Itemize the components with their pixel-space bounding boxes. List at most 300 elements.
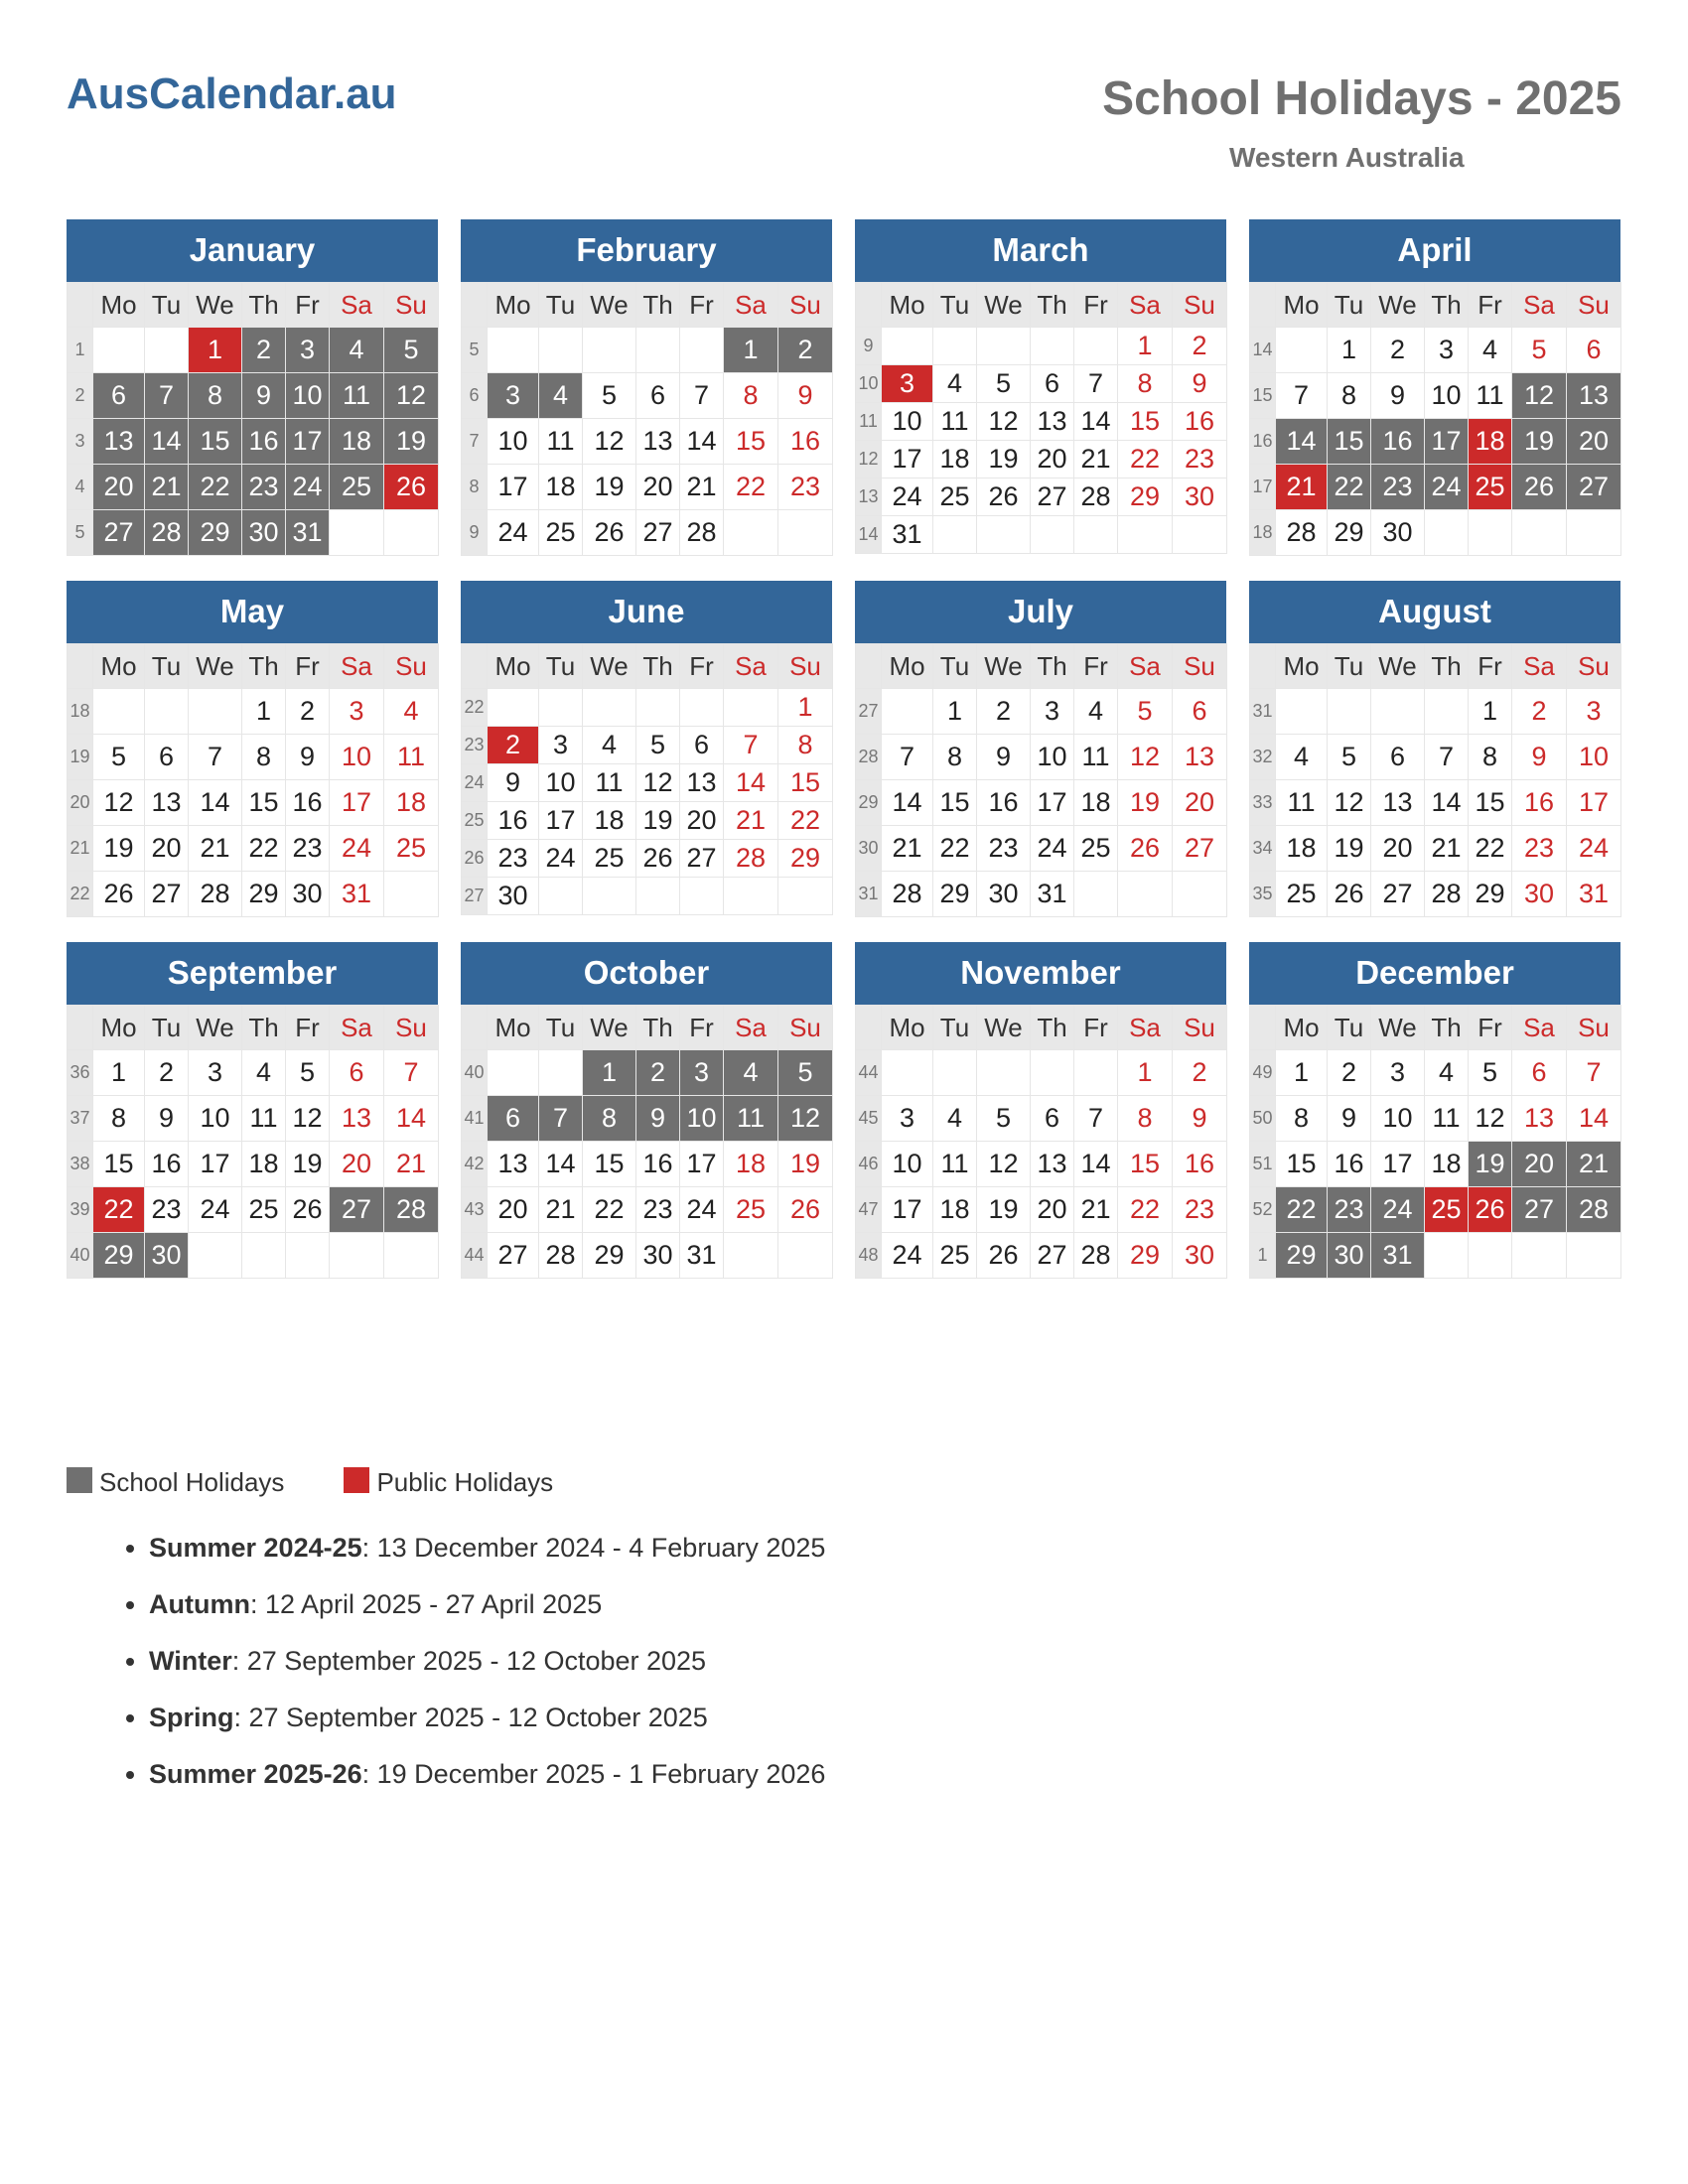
weekday-header: Th: [1031, 644, 1074, 689]
day-cell: 12: [1469, 1096, 1512, 1142]
month-calendar-january: [67, 219, 438, 556]
weekday-header: Th: [1031, 283, 1074, 328]
weekday-header: We: [189, 644, 242, 689]
empty-day-cell: [286, 1233, 330, 1279]
empty-day-cell: [1074, 328, 1118, 365]
day-cell: 30: [977, 872, 1031, 917]
weekday-header: Tu: [145, 1006, 189, 1050]
day-cell: 28: [882, 872, 933, 917]
holiday-period-name: Winter: [149, 1646, 232, 1676]
day-cell: 27: [145, 872, 189, 917]
day-cell: 17: [286, 419, 330, 465]
empty-day-cell: [539, 689, 583, 727]
day-cell: 6: [330, 1050, 384, 1096]
weekday-header: We: [583, 644, 636, 689]
week-number: 1: [1250, 1233, 1276, 1279]
day-cell: 9: [145, 1096, 189, 1142]
empty-day-cell: [1074, 1050, 1118, 1096]
weekday-header: Su: [778, 644, 833, 689]
week-row: [68, 780, 439, 826]
weekday-header: Mo: [1276, 283, 1328, 328]
day-cell: 13: [145, 780, 189, 826]
day-cell: 14: [189, 780, 242, 826]
day-cell: 27: [330, 1187, 384, 1233]
empty-day-cell: [778, 1233, 833, 1279]
empty-day-cell: [882, 1050, 933, 1096]
day-cell: 2: [977, 689, 1031, 735]
day-cell: 21: [539, 1187, 583, 1233]
weekday-header: Fr: [1469, 644, 1512, 689]
day-cell: 27: [1371, 872, 1425, 917]
day-cell: 9: [1512, 735, 1567, 780]
weekday-header: Fr: [1074, 1006, 1118, 1050]
empty-day-cell: [882, 328, 933, 365]
empty-day-cell: [583, 328, 636, 373]
month-calendar-april: [1249, 219, 1620, 556]
day-cell: 20: [1567, 419, 1621, 465]
day-cell: 7: [384, 1050, 439, 1096]
week-number: 2: [68, 373, 93, 419]
empty-day-cell: [1371, 689, 1425, 735]
day-cell: 6: [93, 373, 145, 419]
day-cell: 14: [1074, 1142, 1118, 1187]
day-cell: 9: [636, 1096, 680, 1142]
day-cell: 8: [724, 373, 778, 419]
week-number: 18: [68, 689, 93, 735]
day-cell: 22: [1328, 465, 1371, 510]
weekday-header: We: [583, 1006, 636, 1050]
day-cell: 27: [488, 1233, 539, 1279]
day-cell: 20: [1512, 1142, 1567, 1187]
day-cell: 12: [977, 403, 1031, 441]
day-cell: 8: [1469, 735, 1512, 780]
week-row: [462, 419, 833, 465]
empty-day-cell: [488, 1050, 539, 1096]
day-cell: 28: [724, 840, 778, 878]
empty-day-cell: [724, 1233, 778, 1279]
day-cell: 19: [286, 1142, 330, 1187]
day-cell: 3: [882, 365, 933, 403]
week-row: [462, 510, 833, 556]
day-cell: 7: [680, 373, 724, 419]
day-cell: 19: [583, 465, 636, 510]
day-cell: 11: [384, 735, 439, 780]
week-row: [462, 1096, 833, 1142]
day-cell: 16: [1328, 1142, 1371, 1187]
day-cell: 6: [636, 373, 680, 419]
day-cell: 25: [1276, 872, 1328, 917]
day-cell: 5: [583, 373, 636, 419]
day-cell: 20: [636, 465, 680, 510]
day-cell: 23: [778, 465, 833, 510]
empty-day-cell: [1512, 510, 1567, 556]
weekday-header: Tu: [1328, 1006, 1371, 1050]
empty-day-cell: [1276, 328, 1328, 373]
day-cell: 26: [636, 840, 680, 878]
day-cell: 1: [1118, 328, 1173, 365]
day-cell: 25: [1425, 1187, 1469, 1233]
week-number: 12: [856, 441, 882, 478]
week-number: 4: [68, 465, 93, 510]
week-row: [1250, 735, 1621, 780]
legend-label-school: School Holidays: [99, 1467, 285, 1497]
day-cell: 29: [189, 510, 242, 556]
weekday-header: Tu: [1328, 644, 1371, 689]
day-cell: 18: [1074, 780, 1118, 826]
day-cell: 22: [1118, 441, 1173, 478]
empty-day-cell: [93, 689, 145, 735]
day-cell: 8: [1118, 365, 1173, 403]
day-cell: 4: [330, 328, 384, 373]
empty-day-cell: [1567, 510, 1621, 556]
day-cell: 9: [1371, 373, 1425, 419]
day-cell: 8: [583, 1096, 636, 1142]
month-calendar-march: [855, 219, 1226, 556]
empty-day-cell: [1276, 689, 1328, 735]
empty-day-cell: [583, 689, 636, 727]
week-row: [462, 1187, 833, 1233]
day-cell: 6: [1173, 689, 1227, 735]
weekday-header: Su: [384, 644, 439, 689]
day-cell: 16: [636, 1142, 680, 1187]
empty-day-cell: [778, 510, 833, 556]
week-row: [1250, 1142, 1621, 1187]
weekday-header: Sa: [1118, 644, 1173, 689]
week-row: [856, 365, 1227, 403]
month-table: [461, 643, 833, 915]
day-cell: 6: [1031, 365, 1074, 403]
week-number: 26: [462, 840, 488, 878]
empty-day-cell: [1469, 1233, 1512, 1279]
weekday-header: Sa: [724, 1006, 778, 1050]
day-cell: 9: [778, 373, 833, 419]
weekday-header: Su: [1173, 1006, 1227, 1050]
weekday-header-row: [1250, 644, 1621, 689]
day-cell: 1: [242, 689, 286, 735]
empty-day-cell: [242, 1233, 286, 1279]
week-row: [856, 1233, 1227, 1279]
day-cell: 19: [778, 1142, 833, 1187]
empty-day-cell: [933, 516, 977, 554]
day-cell: 29: [93, 1233, 145, 1279]
day-cell: 14: [539, 1142, 583, 1187]
empty-day-cell: [1031, 516, 1074, 554]
week-row: [462, 465, 833, 510]
day-cell: 1: [189, 328, 242, 373]
week-row: [856, 689, 1227, 735]
day-cell: 26: [384, 465, 439, 510]
day-cell: 30: [1371, 510, 1425, 556]
day-cell: 17: [1567, 780, 1621, 826]
week-number: 23: [462, 727, 488, 764]
day-cell: 22: [778, 802, 833, 840]
day-cell: 18: [330, 419, 384, 465]
day-cell: 21: [1276, 465, 1328, 510]
week-number: 44: [462, 1233, 488, 1279]
week-number: 33: [1250, 780, 1276, 826]
day-cell: 8: [242, 735, 286, 780]
week-number: 44: [856, 1050, 882, 1096]
day-cell: 28: [680, 510, 724, 556]
day-cell: 17: [882, 1187, 933, 1233]
day-cell: 19: [1118, 780, 1173, 826]
day-cell: 8: [778, 727, 833, 764]
week-number: 6: [462, 373, 488, 419]
day-cell: 18: [1469, 419, 1512, 465]
day-cell: 28: [145, 510, 189, 556]
day-cell: 8: [1118, 1096, 1173, 1142]
day-cell: 30: [242, 510, 286, 556]
day-cell: 2: [636, 1050, 680, 1096]
day-cell: 12: [977, 1142, 1031, 1187]
week-number: 15: [1250, 373, 1276, 419]
empty-day-cell: [977, 1050, 1031, 1096]
holiday-period-name: Summer 2024-25: [149, 1533, 362, 1563]
month-calendar-june: [461, 581, 832, 917]
day-cell: 12: [636, 764, 680, 802]
weekday-header: Tu: [933, 644, 977, 689]
weekday-header: We: [1371, 644, 1425, 689]
week-row: [856, 328, 1227, 365]
empty-day-cell: [680, 878, 724, 915]
legend-item-public: [344, 1467, 553, 1498]
week-row: [856, 780, 1227, 826]
day-cell: 2: [778, 328, 833, 373]
empty-day-cell: [93, 328, 145, 373]
day-cell: 3: [1371, 1050, 1425, 1096]
day-cell: 29: [1118, 478, 1173, 516]
day-cell: 17: [330, 780, 384, 826]
day-cell: 24: [1425, 465, 1469, 510]
day-cell: 19: [1469, 1142, 1512, 1187]
day-cell: 18: [933, 1187, 977, 1233]
day-cell: 10: [1031, 735, 1074, 780]
day-cell: 18: [539, 465, 583, 510]
empty-day-cell: [1031, 1050, 1074, 1096]
day-cell: 29: [583, 1233, 636, 1279]
week-number-header: [68, 1006, 93, 1050]
week-number: 42: [462, 1142, 488, 1187]
day-cell: 16: [778, 419, 833, 465]
day-cell: 19: [1512, 419, 1567, 465]
week-row: [856, 441, 1227, 478]
day-cell: 12: [93, 780, 145, 826]
empty-day-cell: [145, 689, 189, 735]
week-number: 20: [68, 780, 93, 826]
header-brand[interactable]: AusCalendar.au: [67, 69, 397, 118]
day-cell: 6: [488, 1096, 539, 1142]
month-calendar-october: [461, 942, 832, 1279]
day-cell: 2: [1173, 328, 1227, 365]
empty-day-cell: [1567, 1233, 1621, 1279]
week-number: 5: [68, 510, 93, 556]
day-cell: 5: [977, 365, 1031, 403]
day-cell: 24: [882, 478, 933, 516]
day-cell: 8: [1276, 1096, 1328, 1142]
day-cell: 13: [1567, 373, 1621, 419]
empty-day-cell: [488, 689, 539, 727]
day-cell: 25: [242, 1187, 286, 1233]
day-cell: 16: [1371, 419, 1425, 465]
day-cell: 4: [1276, 735, 1328, 780]
weekday-header: We: [977, 1006, 1031, 1050]
day-cell: 12: [384, 373, 439, 419]
month-table: [855, 1005, 1227, 1279]
day-cell: 22: [724, 465, 778, 510]
weekday-header: Fr: [1074, 644, 1118, 689]
day-cell: 30: [1512, 872, 1567, 917]
week-number: 9: [462, 510, 488, 556]
day-cell: 29: [933, 872, 977, 917]
day-cell: 23: [1328, 1187, 1371, 1233]
day-cell: 15: [778, 764, 833, 802]
day-cell: 28: [1074, 478, 1118, 516]
week-number: 40: [68, 1233, 93, 1279]
weekday-header: Th: [1425, 1006, 1469, 1050]
empty-day-cell: [1469, 510, 1512, 556]
week-row: [1250, 1233, 1621, 1279]
month-table: [1249, 643, 1621, 917]
weekday-header-row: [462, 283, 833, 328]
day-cell: 23: [488, 840, 539, 878]
week-row: [462, 1050, 833, 1096]
weekday-header-row: [68, 1006, 439, 1050]
day-cell: 10: [882, 1142, 933, 1187]
day-cell: 28: [539, 1233, 583, 1279]
weekday-header-row: [462, 1006, 833, 1050]
weekday-header: Mo: [488, 283, 539, 328]
day-cell: 28: [1567, 1187, 1621, 1233]
public-holiday-swatch: [344, 1467, 369, 1493]
day-cell: 24: [1371, 1187, 1425, 1233]
day-cell: 15: [1276, 1142, 1328, 1187]
month-table: [855, 282, 1227, 554]
day-cell: 10: [1371, 1096, 1425, 1142]
day-cell: 3: [286, 328, 330, 373]
day-cell: 15: [1469, 780, 1512, 826]
day-cell: 16: [488, 802, 539, 840]
empty-day-cell: [145, 328, 189, 373]
week-row: [68, 465, 439, 510]
day-cell: 15: [933, 780, 977, 826]
week-number: 46: [856, 1142, 882, 1187]
weekday-header: Th: [636, 644, 680, 689]
day-cell: 12: [1328, 780, 1371, 826]
day-cell: 29: [778, 840, 833, 878]
empty-day-cell: [680, 689, 724, 727]
week-row: [1250, 328, 1621, 373]
day-cell: 30: [286, 872, 330, 917]
holiday-period-dates: : 12 April 2025 - 27 April 2025: [249, 1589, 603, 1619]
empty-day-cell: [636, 689, 680, 727]
day-cell: 11: [539, 419, 583, 465]
week-number: 7: [462, 419, 488, 465]
day-cell: 25: [1469, 465, 1512, 510]
day-cell: 11: [330, 373, 384, 419]
week-number: 36: [68, 1050, 93, 1096]
day-cell: 20: [1173, 780, 1227, 826]
day-cell: 31: [882, 516, 933, 554]
month-calendar-december: [1249, 942, 1620, 1279]
day-cell: 31: [1031, 872, 1074, 917]
weekday-header: Su: [778, 1006, 833, 1050]
weekday-header: Mo: [488, 644, 539, 689]
weekday-header: Sa: [1512, 644, 1567, 689]
month-calendar-may: [67, 581, 438, 917]
weekday-header: We: [1371, 1006, 1425, 1050]
day-cell: 5: [286, 1050, 330, 1096]
day-cell: 5: [1118, 689, 1173, 735]
day-cell: 28: [1276, 510, 1328, 556]
month-title: May: [67, 581, 438, 643]
day-cell: 16: [977, 780, 1031, 826]
day-cell: 18: [384, 780, 439, 826]
week-row: [1250, 1187, 1621, 1233]
day-cell: 13: [488, 1142, 539, 1187]
month-title: March: [855, 219, 1226, 282]
day-cell: 4: [539, 373, 583, 419]
day-cell: 26: [977, 478, 1031, 516]
day-cell: 5: [636, 727, 680, 764]
week-number: 10: [856, 365, 882, 403]
day-cell: 23: [1371, 465, 1425, 510]
week-number: 51: [1250, 1142, 1276, 1187]
weekday-header: Sa: [724, 283, 778, 328]
day-cell: 21: [680, 465, 724, 510]
empty-day-cell: [189, 689, 242, 735]
day-cell: 26: [1469, 1187, 1512, 1233]
day-cell: 1: [1276, 1050, 1328, 1096]
day-cell: 15: [1328, 419, 1371, 465]
week-number: 43: [462, 1187, 488, 1233]
weekday-header: Tu: [1328, 283, 1371, 328]
day-cell: 23: [1512, 826, 1567, 872]
legend-item-school: [67, 1467, 284, 1498]
weekday-header: Mo: [93, 283, 145, 328]
day-cell: 22: [1469, 826, 1512, 872]
day-cell: 20: [680, 802, 724, 840]
empty-day-cell: [1074, 872, 1118, 917]
day-cell: 3: [1567, 689, 1621, 735]
day-cell: 16: [145, 1142, 189, 1187]
day-cell: 24: [882, 1233, 933, 1279]
day-cell: 5: [384, 328, 439, 373]
day-cell: 3: [488, 373, 539, 419]
weekday-header: Sa: [330, 283, 384, 328]
day-cell: 11: [1276, 780, 1328, 826]
empty-day-cell: [1118, 516, 1173, 554]
week-number: 21: [68, 826, 93, 872]
weekday-header: Su: [778, 283, 833, 328]
day-cell: 21: [145, 465, 189, 510]
empty-day-cell: [778, 878, 833, 915]
week-number: 37: [68, 1096, 93, 1142]
week-number: 3: [68, 419, 93, 465]
day-cell: 18: [1425, 1142, 1469, 1187]
day-cell: 1: [778, 689, 833, 727]
week-number: 14: [856, 516, 882, 554]
day-cell: 7: [882, 735, 933, 780]
day-cell: 23: [977, 826, 1031, 872]
week-row: [68, 1187, 439, 1233]
weekday-header: Th: [242, 644, 286, 689]
week-row: [856, 1187, 1227, 1233]
day-cell: 20: [93, 465, 145, 510]
day-cell: 29: [242, 872, 286, 917]
week-number: 22: [68, 872, 93, 917]
week-number: 16: [1250, 419, 1276, 465]
week-row: [1250, 689, 1621, 735]
